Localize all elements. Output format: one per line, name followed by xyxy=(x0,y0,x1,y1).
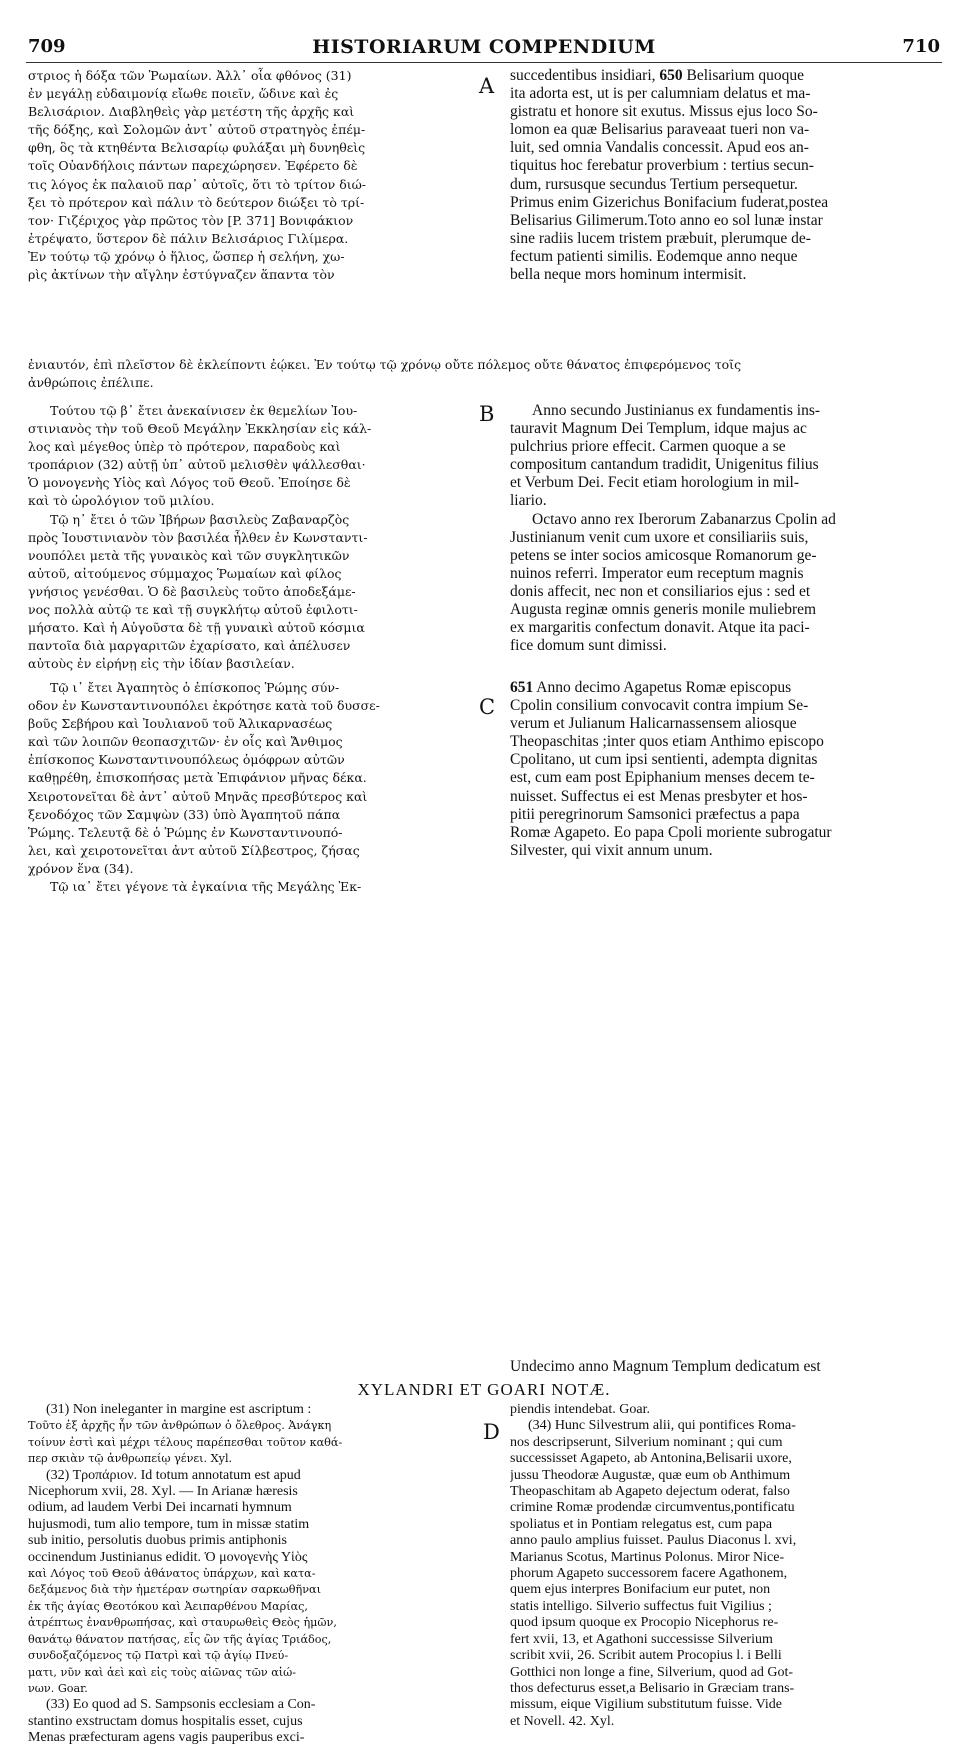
text-line: sine radiis lucem tristem præbuit, plerumque de- xyxy=(510,229,811,247)
note-line: Menas præfecturam agens vagis pauperibus exci- xyxy=(28,1730,305,1746)
text-line: Octavo anno rex Iberorum Zabanarzus Cpolin ad xyxy=(532,510,836,528)
text-line: βοῦς Σεβήρου καὶ Ἰουλιανοῦ τοῦ Ἁλικαρνασέως xyxy=(28,716,333,732)
note-line: τοίνυν ἐστὶ καὶ μέχρι τέλους παρέπεσθαι τοῦτον καθά- xyxy=(28,1435,343,1449)
note-line: (33) Eo quod ad S. Sampsonis ecclesiam a Con- xyxy=(46,1697,316,1713)
text-line: λος καὶ μέγεθος ὑπὲρ τὸ πρότερον, παραδοὺς καὶ xyxy=(28,439,341,455)
text-line: Cpolin consilium convocavit contra impium Se- xyxy=(510,697,809,715)
note-line: thos defecturus esset,a Belisario in Græciam trans- xyxy=(510,1680,795,1696)
text-line: tiquitus hoc ferebatur proverbium : tertius secun- xyxy=(510,157,814,175)
text-line: gistratu et honore sit exutus. Missus ejus loco So- xyxy=(510,103,818,121)
note-line: quem ejus interpres Bonifacium eur putet, non xyxy=(510,1582,771,1598)
greek-column-section-2 xyxy=(28,402,494,673)
note-line: scribit xvii, 26. Scribit autem Procopius l. i Belli xyxy=(510,1648,782,1664)
greek-column-section-1 xyxy=(28,67,494,284)
note-line: odium, ad laudem Verbi Dei incarnati hymnum xyxy=(28,1500,292,1516)
note-line: ἐκ τῆς ἁγίας Θεοτόκου καὶ Ἀειπαρθένου Μαρίας, xyxy=(28,1599,308,1613)
text-line: verum et Julianum Halicarnassensem aliosque xyxy=(510,715,797,733)
note-line: καὶ Λόγος τοῦ Θεοῦ ἀθάνατος ὑπάρχων, καὶ κατα- xyxy=(28,1567,316,1581)
text-line: ξει τὸ πρότερον καὶ πάλιν τὸ δεύτερον διώξει τὸ τρί- xyxy=(28,194,365,210)
text-line: πρὸς Ἰουστινιανὸν τὸν βασιλέα ἦλθεν ἐν Κωνσταντι- xyxy=(28,529,368,545)
text-line: donis affecit, nec non et consiliarios ejus : sed et xyxy=(510,582,811,600)
margin-marker-b: B xyxy=(479,402,495,426)
text-line: ἐπίσκοπος Κωνσταντινουπόλεως ὁμόφρων αὐτῶν xyxy=(28,752,345,768)
latin-text: succedentibus insidiari, xyxy=(510,67,656,84)
text-line: καθῃρέθη, ἐπισκοπήσας μετὰ Ἐπιφάνιον μῆνας δέκα. xyxy=(28,770,367,786)
text-line: Χειροτονεῖται δὲ ἀντ᾽ αὐτοῦ Μηνᾶς πρεσβύτερος καὶ xyxy=(28,788,368,804)
text-line: νος πολλὰ αὐτῷ τε καὶ τῇ συγκλήτῳ αὐτοῦ ἐφιλοτι- xyxy=(28,602,358,618)
text-line: Ὁ μονογενὴς Υἱὸς καὶ Λόγος τοῦ Θεοῦ. Ἐποίησε δὲ xyxy=(28,475,351,491)
note-line: περ σκιὰν τῷ ἀνθρωπείῳ γένει. Xyl. xyxy=(28,1452,233,1466)
text-line: παντοῖα διὰ μαργαριτῶν ἐχαρίσατο, καὶ ἀπέλυσεν xyxy=(28,638,351,654)
page-number-left: 709 xyxy=(28,36,66,57)
note-line: ματι, νῦν καὶ ἀεὶ καὶ εἰς τοὺς αἰῶνας τῶν αἰώ- xyxy=(28,1665,297,1679)
note-line: νων. Goar. xyxy=(28,1681,88,1695)
text-line: nuisset. Suffectus ei est Menas presbyter et hos- xyxy=(510,787,808,805)
text-line: ex margaritis confectum donavit. Atque ita paci- xyxy=(510,619,810,637)
text-line: pitii peregrinorum Samsonici præfectus a papa xyxy=(510,805,800,823)
text-line: Primus enim Gizerichus Bonifacium fuderat,postea xyxy=(510,193,829,211)
running-title: HISTORIARUM COMPENDIUM xyxy=(312,36,656,58)
text-line: Τούτου τῷ β᾽ ἔτει ἀνεκαίνισεν ἐκ θεμελίων Ἰου- xyxy=(50,403,358,418)
paragraph-number: 651 xyxy=(510,679,534,696)
note-line: anno paulo amplius fuisset. Paulus Diaconus l. xvi, xyxy=(510,1533,797,1549)
note-line: stantino exstructam domus hospitalis esset, cujus xyxy=(28,1713,303,1729)
text-line: et Verbum Dei. Fecit etiam horologium in mil- xyxy=(510,474,799,492)
page-number-right: 710 xyxy=(902,36,940,57)
notes-right-column xyxy=(510,1402,938,1730)
text-line: ρὶς ἀκτίνων τὴν αἴγλην ἐστύγναζεν ἅπαντα τὸν xyxy=(28,267,335,283)
full-width-lines-section-1 xyxy=(28,356,940,392)
note-line: missum, eique Vigilium substitutum fuisse. Vide xyxy=(510,1697,782,1713)
text-line: Augusta reginæ omnis generis monile muliebrem xyxy=(510,601,817,619)
text-line: Theopaschitas ;inter quos etiam Anthimo episcopo xyxy=(510,733,824,751)
note-line: hujusmodi, tum alio tempore, tum in missæ statim xyxy=(28,1516,310,1532)
text-line: στριος ἡ δόξα τῶν Ῥωμαίων. Ἀλλ᾽ οἷα φθόνος (31) xyxy=(28,68,352,83)
text-line: Βελισάριον. Διαβληθεὶς γὰρ μετέστη τῆς ἀρχῆς καὶ xyxy=(28,104,355,120)
note-line: (31) Non ineleganter in margine est ascriptum : xyxy=(46,1402,312,1417)
header-rule xyxy=(26,62,942,63)
text-line: ἐνιαυτόν, ἐπὶ πλεῖστον δὲ ἐκλείποντι ἐῴκει. Ἐν τούτῳ τῷ χρόνῳ οὔτε πόλεμος οὔτε θάνατος ἐπιφερόμενος τοῖς xyxy=(28,357,742,372)
text-line: est, cum eam post Epiphanium menses decem te- xyxy=(510,769,815,787)
latin-line xyxy=(510,679,938,697)
note-line: Gotthici non longe a fine, Silverium, quod ad Got- xyxy=(510,1664,794,1680)
text-line: pulchrius priore effecit. Carmen quoque a se xyxy=(510,438,786,456)
text-line: στινιανὸς τὴν τοῦ Θεοῦ Μεγάλην Ἐκκλησίαν εἰς κάλ- xyxy=(28,421,372,437)
text-line: τοῖς Οὐανδήλοις πάντων παρεχώρησεν. Ἐφέρετο δὲ xyxy=(28,158,358,174)
text-line: nuinos referri. Imperator eum receptum magnis xyxy=(510,564,804,582)
text-line: ἐτρέψατο, ὕστερον δὲ πάλιν Βελισάριος Γιλίμερα. xyxy=(28,230,349,246)
note-line: successisset Agapeto, ab Antonina,Belisarii uxore, xyxy=(510,1451,792,1467)
note-line: nos descripserunt, Silverium nominant ; qui cum xyxy=(510,1434,783,1450)
note-line: phorum Agapeto successorem facere Agathonem, xyxy=(510,1566,788,1582)
text-line: dum, rursusque secundus Tertium persequetur. xyxy=(510,175,798,193)
latin-column-section-2 xyxy=(510,402,938,655)
latin-lines xyxy=(510,697,938,860)
text-line: Cpolitano, ut cum ipsi sentienti, adempta dignitas xyxy=(510,751,818,769)
note-line: (32) Τροπάριον. Id totum annotatum est apud xyxy=(46,1467,301,1483)
text-line: luit, sed omnia Vandalis concessit. Apud eos an- xyxy=(510,139,809,157)
latin-line xyxy=(510,67,938,85)
text-line: Τῷ ι᾽ ἔτει Ἀγαπητὸς ὁ ἐπίσκοπος Ῥώμης σύν- xyxy=(50,680,340,695)
paragraph-number: 650 xyxy=(659,67,683,84)
text-line: μήσατο. Καὶ ἡ Αὐγοῦστα δὲ τῇ γυναικὶ αὐτοῦ κόσμια xyxy=(28,620,365,636)
text-line: bella neque mors hominum intermisit. xyxy=(510,266,747,284)
text-line: νουπόλει μετὰ τῆς γυναικὸς καὶ τῶν συγκλητικῶν xyxy=(28,547,350,563)
note-line: fert xvii, 13, et Agathoni successisse Silverium xyxy=(510,1631,773,1647)
text-line: αὐτοῦ, αἰτούμενος σύμμαχος Ῥωμαίων καὶ φίλος xyxy=(28,565,342,581)
text-line: τις λόγος ἐκ παλαιοῦ παρ᾽ αὐτοῖς, ὅτι τὸ τρίτον διώ- xyxy=(28,176,367,192)
text-line: fectum patienti similis. Eodemque anno neque xyxy=(510,247,798,265)
text-line: ἀνθρώποις ἐπέλιπε. xyxy=(28,375,154,391)
latin-column-section-1 xyxy=(510,67,938,284)
text-line: Romæ Agapeto. Eo papa Cpoli moriente subrogatur xyxy=(510,823,832,841)
latin-line-undecimo xyxy=(510,1358,938,1376)
note-line: jussu Theodoræ Augustæ, quæ eum ob Anthimum xyxy=(510,1467,791,1483)
text-line: Silvester, qui vixit annum unum. xyxy=(510,841,713,859)
note-line: sub initio, persolutis duobus primis antiphonis xyxy=(28,1533,288,1549)
text-line: liario. xyxy=(510,492,547,510)
note-line: crimine Romæ prodendæ circumventus,pontificatu xyxy=(510,1500,795,1516)
text-line: petens se inter socios amicosque Romanorum ge- xyxy=(510,546,817,564)
text-line: Ῥώμης. Τελευτᾷ δὲ ὁ Ῥώμης ἐν Κωνσταντινουπό- xyxy=(28,824,343,840)
note-line: ἀτρέπτως ἐνανθρωπήσας, καὶ σταυρωθεὶς Θεὸς ἡμῶν, xyxy=(28,1616,337,1630)
text-line: τον· Γιζέριχος γὰρ πρῶτος τὸν [P. 371] Βονιφάκιον xyxy=(28,212,354,228)
note-line: Theopaschitam ab Agapeto dejectum oderat, falso xyxy=(510,1484,790,1500)
note-line: Marianus Scotus, Martinus Polonus. Miror Nice- xyxy=(510,1549,785,1565)
notes-heading: XYLANDRI ET GOARI NOTÆ. xyxy=(357,1380,611,1399)
latin-line: Undecimo anno Magnum Templum dedicatum est xyxy=(510,1358,821,1375)
text-line: Belisarius Gilimerum.Toto anno eo sol lunæ instar xyxy=(510,211,823,229)
text-line: φθη, ὃς τὰ κτηθέντα Βελισαρίῳ φυλάξαι μὴ δυνηθεὶς xyxy=(28,140,366,156)
note-line: occinendum Justinianus edidit. Ὁ μονογενὴς Υἱὸς xyxy=(28,1549,308,1565)
latin-text: Anno decimo Agapetus Romæ episcopus xyxy=(536,679,792,696)
text-line: Τῷ η᾽ ἔτει ὁ τῶν Ἰβήρων βασιλεὺς Ζαβαναρζὸς xyxy=(50,511,350,527)
latin-lines xyxy=(510,85,938,284)
margin-marker-d: D xyxy=(483,1420,500,1444)
note-line: Τοῦτο ἐξ ἀρχῆς ἦν τῶν ἀνθρώπων ὁ ὄλεθρος. Ἀνάγκη xyxy=(28,1419,332,1433)
text-line: λει, καὶ χειροτονεῖται ἀντ αὐτοῦ Σίλβεστρος, ζήσας xyxy=(28,842,360,858)
note-line: (34) Hunc Silvestrum alii, qui pontifices Roma- xyxy=(528,1418,796,1434)
text-line: ita adorta est, ut is per calumniam delatus et ma- xyxy=(510,85,811,103)
notes-left-column xyxy=(28,1402,494,1747)
text-line: lomon ea quæ Belisarius paraveaat tueri non va- xyxy=(510,121,810,139)
greek-column-section-3 xyxy=(28,679,494,896)
text-line: Ἐν τούτῳ τῷ χρόνῳ ὁ ἥλιος, ὥσπερ ἡ σελήνη, χω- xyxy=(28,248,345,264)
note-line: et Novell. 42. Xyl. xyxy=(510,1713,615,1729)
text-line: χρόνον ἕνα (34). xyxy=(28,860,134,876)
text-line: Τῷ ια᾽ ἔτει γέγονε τὰ ἐγκαίνια τῆς Μεγάλης Ἐκ- xyxy=(50,879,362,895)
note-line: spoliatus et in Pontiam relegatus est, cum papa xyxy=(510,1516,773,1532)
text-line: οδον ἐν Κωνσταντινουπόλει ἐκρότησε κατὰ τοῦ δυσσε- xyxy=(28,698,380,714)
text-line: fice domum sunt dimissi. xyxy=(510,637,667,655)
text-line: τῆς δόξης, καὶ Σολομῶν ἀντ᾽ αὐτοῦ στρατηγὸς ἐπέμ- xyxy=(28,122,366,138)
note-line: συνδοξαζόμενος τῷ Πατρὶ καὶ τῷ ἁγίῳ Πνεύ- xyxy=(28,1649,289,1663)
margin-marker-a: A xyxy=(479,74,495,98)
note-line: piendis intendebat. Goar. xyxy=(510,1402,650,1417)
text-line: γνήσιος γενέσθαι. Ὁ δὲ βασιλεὺς τοῦτο ἀποδεξάμε- xyxy=(28,583,356,599)
text-line: ξενοδόχος τῶν Σαμψὼν (33) ὑπὸ Ἀγαπητοῦ πάπα xyxy=(28,806,341,822)
text-line: καὶ τῶν λοιπῶν θεοπασχιτῶν· ἐν οἷς καὶ Ἄνθιμος xyxy=(28,734,343,750)
text-line: compositum cantandum tradidit, Unigenitus filius xyxy=(510,456,819,474)
page-header xyxy=(28,36,940,62)
note-line: θανάτῳ θάνατον πατήσας, εἷς ὢν τῆς ἁγίας Τριάδος, xyxy=(28,1632,332,1646)
text-line: τροπάριον (32) αὐτῇ ὑπ᾽ αὐτοῦ μελισθὲν ψάλλεσθαι· xyxy=(28,457,366,473)
text-line: Justinianum venit cum uxore et consiliariis suis, xyxy=(510,528,809,546)
note-line: quod ipsum quoque ex Procopio Nicephorus re- xyxy=(510,1615,779,1631)
margin-marker-c: C xyxy=(479,695,496,719)
note-line: Nicephorum xvii, 28. Xyl. — In Arianæ hæresis xyxy=(28,1484,298,1500)
text-line: ἐν μεγάλῃ εὐδαιμονίᾳ εἴωθε ποιεῖν, ὥδινε καὶ ἐς xyxy=(28,86,339,102)
text-line: Anno secundo Justinianus ex fundamentis ins- xyxy=(532,402,821,419)
latin-text: Belisarium quoque xyxy=(686,67,805,84)
text-line: αὐτοὺς ἐν εἰρήνῃ εἰς τὴν ἰδίαν βασιλείαν. xyxy=(28,656,295,672)
text-line: καὶ τὸ ὡρολόγιον τοῦ μιλίου. xyxy=(28,493,215,509)
latin-column-section-3 xyxy=(510,679,938,860)
text-line: tauravit Magnum Dei Templum, idque majus ac xyxy=(510,420,807,438)
note-line: statis intelligo. Silverio suffectus fuit Vigilius ; xyxy=(510,1598,772,1614)
note-line: δεξάμενος διὰ τὴν ἡμετέραν σωτηρίαν σαρκωθῆναι xyxy=(28,1583,321,1597)
